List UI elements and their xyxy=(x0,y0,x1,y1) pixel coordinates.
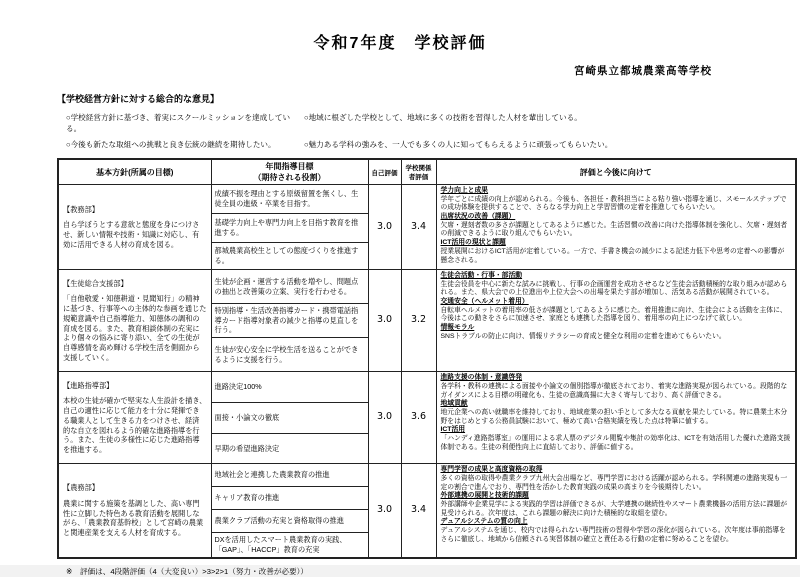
evaluation-heading: ICT活用 xyxy=(440,426,466,434)
evaluation-heading: 地域貢献 xyxy=(440,400,468,408)
evaluation-body: 各学科・教科の連携による面接や小論文の個別指導が徹底されており、着実な進路実現が図られている。段階的なガイダンスによる目標の明確化も、生徒の意識高揚に大きく寄与しており、高く評価できる。 xyxy=(440,382,788,399)
goal-cell: 農業クラブ活動の充実と資格取得の推進 xyxy=(211,510,368,533)
evaluation-body: 多くの資格の取得や農業クラブ九州大会出場など、専門学習における活躍が認められる。学科関連の進路実現も一定の割合で進んでおり、専門性を活かした教育実践の成果の高まりを今後期待したい。 xyxy=(440,474,788,491)
evaluation-body: SNSトラブルの防止に向け、情報リテラシーの育成と健全な利用の定着を進めてもらいたい。 xyxy=(440,332,726,340)
opinion-item: ○学校経営方針に基づき、着実にスクールミッションを達成している。 xyxy=(66,113,291,133)
table-row xyxy=(58,185,796,214)
evaluation-heading: 情報モラル xyxy=(440,324,475,332)
stakeholder-score: 3.2 xyxy=(401,270,436,372)
policy-text: 本校の生徒が確かで堅実な人生設計を描き、自己の適性に応じて能力を十分に発揮できる職業人として生きる力をつけさせ、経済的な自立を図れるよう的確な進路指導を行う。また、生徒の多様性に応じた進路指導を推進する。 xyxy=(63,396,207,454)
opinion-item: ○地域に根ざした学校として、地域に多くの技術を習得した人材を輩出している。 xyxy=(304,113,582,122)
policy-text: 「自他敬愛・知徳耕道・見聞知行」の精神に基づき、行事等への主体的な参画を通じた規範意識や自己指導能力、知徳体の調和の育成を図る。また、教育相談体制の充実により個々の悩みに寄り添い、全ての生徒が自尊感情を高め輝ける学校生活を側面から支援していく。 xyxy=(63,294,207,362)
policy-cell-shinro xyxy=(58,372,211,464)
evaluation-heading: デュアルシステムの質の向上 xyxy=(440,518,528,526)
department-name: 【教務部】 xyxy=(63,204,99,214)
evaluation-body: 外部講師や企業見学による実践的学習は評価できるが、大学連携の継続性やスマート農業機器の活用方法に課題が見受けられる。次年度は、これら課題の解決に向けた積極的な取組を望む。 xyxy=(440,500,788,517)
stakeholder-score: 3.6 xyxy=(401,372,436,464)
stakeholder-score: 3.4 xyxy=(401,464,436,558)
goal-cell: 生徒が企画・運営する活動を増やし、問題点の抽出と改善策の立案、実行を行わせる。 xyxy=(211,270,368,304)
header-goals-line2: （期待される役割） xyxy=(253,173,326,182)
department-name: 【生徒総合支援部】 xyxy=(63,278,128,288)
evaluation-body: 欠席・遅刻者数の多さが課題としてあるように感じた。生活習慣の改善に向けた指導体制を強化し、欠席・遅刻者の削減できるように取り組んでもらいたい。 xyxy=(440,221,788,238)
header-goals-line1: 年間指導目標 xyxy=(265,162,314,171)
opinions-list xyxy=(66,112,800,150)
policy-cell-kyomu xyxy=(58,185,211,270)
evaluation-body: 学年ごとに成績の向上が認められる。今後も、各担任・教科担当による粘り強い指導を通じ、スモールステップでの成功体験を提供することで、さらなる学力向上と学習習慣の定着を推進してもらいたい。 xyxy=(440,195,787,212)
self-score: 3.0 xyxy=(368,464,401,558)
evaluation-body: 「ハンディ進路指導室」の運用による求人票のデジタル閲覧や集計の効率化は、ICTを有効活用した優れた進路支援体制である。生徒の利便性向上に直結しており、評価に値する。 xyxy=(440,434,791,451)
rating-scale-note: ※ 評価は、4段階評価（4（大変良い）>3>2>1（努力・改善が必要）） xyxy=(66,566,309,576)
department-name: 【進路指導部】 xyxy=(63,380,114,390)
goal-cell: DXを活用したスマート農業教育の実践、「GAP」、「HACCP」教育の充実 xyxy=(211,533,368,558)
opinions-row xyxy=(66,139,800,150)
department-name: 【農務部】 xyxy=(63,483,99,493)
evaluation-cell xyxy=(436,464,796,558)
opinions-row xyxy=(66,112,800,134)
goal-cell: 特別指導・生活改善指導カード・携帯電話指導カード指導対象者の減少と指導の見直しを行う。 xyxy=(211,304,368,338)
policy-text: 自ら学ぼうとする意欲と態度を身につけさせ、新しい情報や技術・知識に対応し、有効に活用できる人材の育成を図る。 xyxy=(63,220,200,249)
evaluation-heading: ICT活用の現状と課題 xyxy=(440,239,506,247)
policy-text: 農業に関する施策を基調とした、高い専門性に立脚した特色ある教育活動を展開しながら、「農業教育基幹校」として宮崎の農業と関連産業を支える人材を育成する。 xyxy=(63,498,204,537)
evaluation-body: 地元企業への高い就職率を維持しており、地域産業の担い手として多大なる貢献を果たしている。特に農業土木分野をはじめとする公務員試験において、極めて高い合格実績を残した点は特筆に値する。 xyxy=(440,408,788,425)
evaluation-cell xyxy=(436,372,796,464)
header-evaluation: 評価と今後に向けて xyxy=(436,159,796,185)
evaluation-body: 自転車ヘルメットの着用率の低さが課題としてあるように感じた。着用推進に向け、生徒会による活動を主体に、今後はこの動きをさらに加速させ、家庭とも連携した指導を図り、着用率の向上につなげて欲しい。 xyxy=(440,306,787,323)
goal-cell: 基礎学力向上や専門力向上を目指す教育を推進する。 xyxy=(211,214,368,243)
evaluation-table xyxy=(57,158,797,559)
evaluation-body: デュアルシステムを通じ、校内では得られない専門技術の習得や学習の深化が図られている。次年度は事前指導をさらに徹底し、地域から信頼される実習体制の確立と責任ある行動の定着に努めることを望む。 xyxy=(440,526,786,543)
evaluation-heading: 交通安全（ヘルメット着用） xyxy=(440,298,529,306)
school-name: 宮崎県立都城農業高等学校 xyxy=(574,65,712,77)
evaluation-heading: 出席状況の改善（課題） xyxy=(440,213,516,221)
opinion-item: ○今後も新たな取組への挑戦と良き伝統の継続を期待したい。 xyxy=(66,140,276,149)
header-policy: 基本方針(所属の目標) xyxy=(58,159,211,185)
goal-cell: 面接・小論文の徹底 xyxy=(211,403,368,434)
goal-cell: 成績不振を理由とする原級留置を無くし、生徒全員の進級・卒業を目指す。 xyxy=(211,185,368,214)
goal-cell: キャリア教育の推進 xyxy=(211,487,368,510)
table-row xyxy=(58,464,796,487)
self-score: 3.0 xyxy=(368,372,401,464)
goal-cell: 早期の希望進路決定 xyxy=(211,434,368,464)
opinions-heading: 【学校経営方針に対する総合的な意見】 xyxy=(57,94,220,104)
goal-cell: 生徒が安心安全に学校生活を送ることができるように支援を行う。 xyxy=(211,338,368,372)
table-row xyxy=(58,372,796,403)
evaluation-cell xyxy=(436,185,796,270)
goal-cell: 地域社会と連携した農業教育の推進 xyxy=(211,464,368,487)
table-header-row xyxy=(58,159,796,185)
policy-cell-nomu xyxy=(58,464,211,558)
self-score: 3.0 xyxy=(368,270,401,372)
stakeholder-score: 3.4 xyxy=(401,185,436,270)
evaluation-heading: 専門学習の成果と高度資格の取得 xyxy=(440,466,543,474)
page-title: 令和7年度 学校評価 xyxy=(313,35,487,52)
policy-cell-seito xyxy=(58,270,211,372)
evaluation-heading: 生徒会活動・行事・部活動 xyxy=(440,272,523,279)
evaluation-cell xyxy=(436,270,796,372)
self-score: 3.0 xyxy=(368,185,401,270)
evaluation-heading: 外部連携の展開と技術的課題 xyxy=(440,492,529,500)
header-stakeholder-score: 学校関係者評価 xyxy=(401,159,436,185)
table-row xyxy=(58,270,796,304)
goal-cell: 都城農業高校生としての態度づくりを推進する。 xyxy=(211,243,368,270)
opinion-item: ○魅力ある学科の強みを、一人でも多くの人に知ってもらえるように頑張ってもらいたい。 xyxy=(304,140,613,149)
evaluation-body: 生徒会役員を中心に新たな試みに挑戦し、行事の企画運営を成功させるなど生徒会活動積極的な取り組みが認められる。また、県大会での上位進出や上位大会への出場を果たす部が増加し、活気ある活動が展開されている。 xyxy=(440,280,788,297)
goal-cell: 進路決定100% xyxy=(211,372,368,403)
header-goals xyxy=(211,159,368,185)
evaluation-heading: 進路支援の体制・意識啓発 xyxy=(440,374,523,382)
evaluation-heading: 学力向上と成果 xyxy=(440,187,489,194)
evaluation-body: 授業展開におけるICT活用が定着している。一方で、手書き機会の減少による記述力低下や思考の定着への影響が懸念される。 xyxy=(440,247,785,264)
header-self-score: 自己評価 xyxy=(368,159,401,185)
